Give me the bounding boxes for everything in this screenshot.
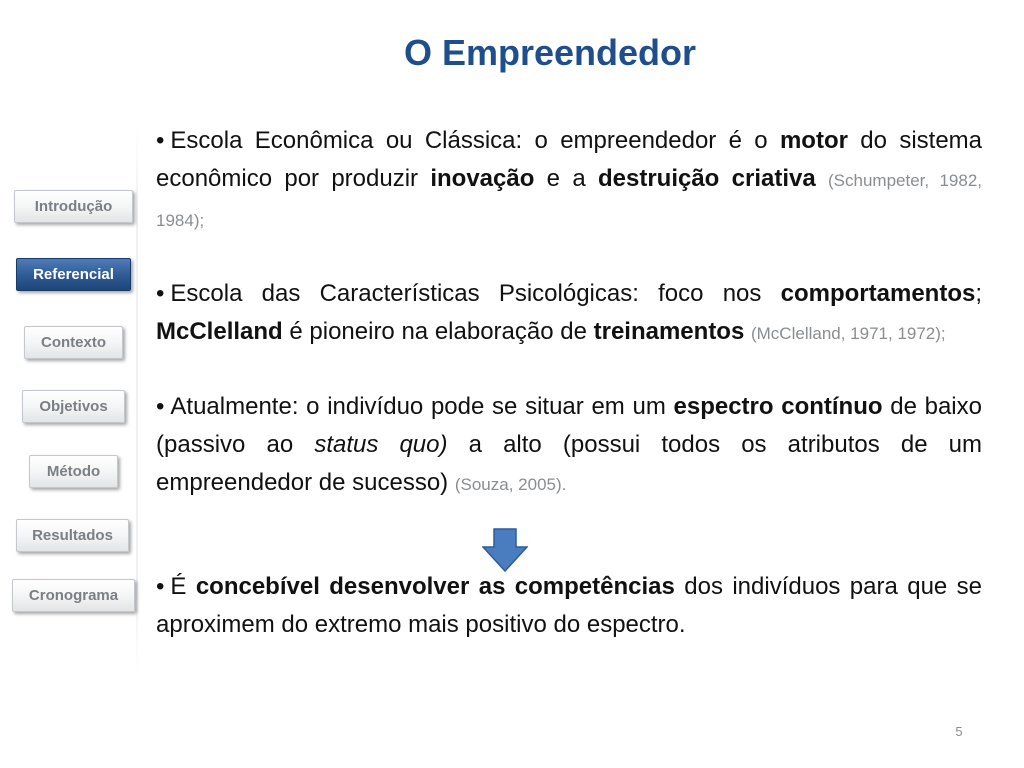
bullet-bold-text: comportamentos: [780, 280, 976, 307]
bullet-text: ;: [975, 280, 982, 307]
nav-item-cronograma[interactable]: Cronograma: [12, 579, 135, 612]
bullet-bold-text: concebível desenvolver as competências: [195, 573, 675, 600]
bullet-marker: •: [156, 393, 165, 420]
bullet-marker: •: [156, 127, 165, 154]
bullet-text: é pioneiro na elaboração de: [282, 318, 594, 345]
bullet-bold-text: destruição criativa: [597, 165, 816, 192]
nav-item-contexto[interactable]: Contexto: [24, 326, 123, 359]
slide-content: [156, 122, 982, 644]
bullet-text: a alto (possui todos os atributos de um empreendedor de sucesso): [156, 431, 983, 496]
bullet-text: Atualmente: o indivíduo pode se situar em um: [170, 393, 674, 420]
bullet-text: Escola Econômica ou Clássica: o empreendedor é o: [170, 127, 780, 154]
bullet-text: e a: [534, 165, 598, 192]
nav-item-referencial[interactable]: Referencial: [16, 258, 131, 291]
bullet-bold-text: McClelland: [156, 318, 283, 345]
bullet-text: É: [170, 573, 196, 600]
citation: (Souza, 2005).: [454, 475, 567, 494]
bullet-italic-text: status quo): [314, 431, 448, 458]
bullet-bold-text: motor: [779, 127, 848, 154]
sidebar-divider: [136, 128, 138, 673]
nav-item-metodo[interactable]: Método: [29, 455, 118, 488]
slide-title: O Empreendedor: [403, 32, 697, 73]
bullet-marker: •: [156, 573, 165, 600]
bullet-marker: •: [156, 280, 165, 307]
citation: (McClelland, 1971, 1972);: [750, 324, 946, 343]
down-arrow-icon: [482, 528, 528, 572]
bullet-text: de baixo (passivo ao: [156, 393, 982, 458]
bullet-text: do sistema econômico por produzir: [156, 127, 982, 192]
bullet-bold-text: espectro contínuo: [673, 393, 883, 420]
nav-item-objetivos[interactable]: Objetivos: [22, 390, 125, 423]
bullet-text: dos indivíduos para que se aproximem do extremo mais positivo do espectro.: [156, 573, 982, 638]
page-number: 5: [955, 724, 963, 739]
bullet-bold-text: inovação: [430, 165, 535, 192]
bullet-text: Escola das Características Psicológicas: foco nos: [170, 280, 781, 307]
citation: (Schumpeter, 1982, 1984);: [156, 171, 982, 230]
bullet-psicologicas: [156, 275, 982, 353]
bullet-atualmente: [156, 388, 982, 504]
nav-item-introducao[interactable]: Introdução: [14, 190, 133, 223]
bullet-concebivel: [156, 568, 982, 644]
nav-item-resultados[interactable]: Resultados: [16, 519, 129, 552]
bullet-bold-text: treinamentos: [593, 318, 745, 345]
bullet-classica: [156, 122, 982, 240]
